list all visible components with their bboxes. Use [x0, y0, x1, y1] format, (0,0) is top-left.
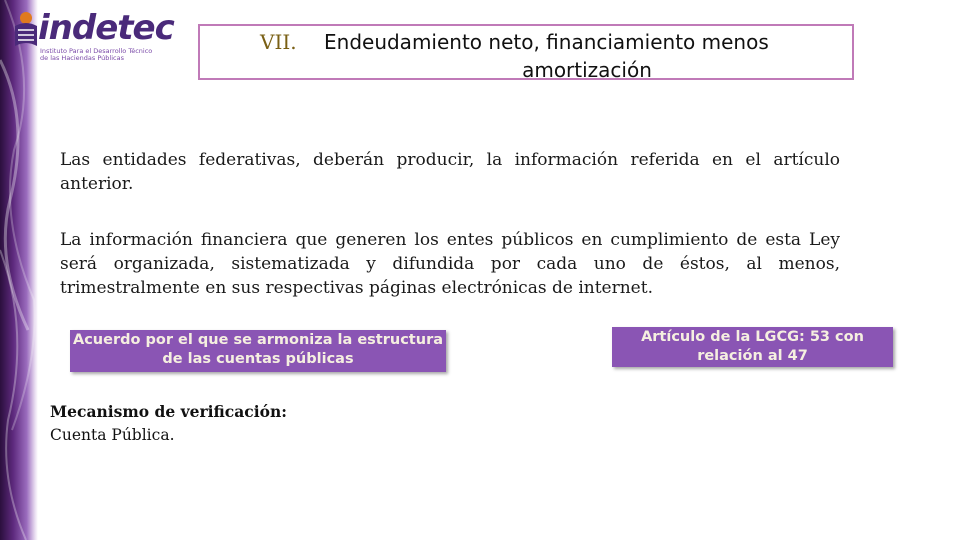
- logo-wordmark: indetec: [38, 8, 174, 48]
- acuerdo-button[interactable]: Acuerdo por el que se armoniza la estructura de las cuentas públicas: [70, 330, 446, 372]
- paragraph-informacion-financiera: La información financiera que generen los entes públicos en cumplimiento de esta Ley será organizada, sistematizada y difundida por cada uno de éstos, al menos, trimestralmente en sus respectivas páginas electrónicas de internet.: [60, 230, 840, 298]
- section-number: VII.: [260, 30, 297, 54]
- slide-title-box: [198, 24, 854, 80]
- side-decoration-bar: [0, 0, 38, 540]
- mechanism-value: Cuenta Pública.: [50, 426, 175, 444]
- logo-subtitle: Instituto Para el Desarrollo Técnico de las Haciendas Públicas: [40, 47, 153, 62]
- paragraph-entidades: Las entidades federativas, deberán producir, la información referida en el artículo anterior.: [60, 150, 840, 194]
- slide-title-line2: amortización: [522, 58, 652, 82]
- slide-title-line1: Endeudamiento neto, financiamiento menos: [324, 30, 769, 54]
- mechanism-title: Mecanismo de verificación:: [50, 402, 287, 421]
- side-swirl-graphic: [0, 0, 38, 540]
- articulo-lgcg-button[interactable]: Artículo de la LGCG: 53 con relación al 47: [612, 327, 893, 367]
- indetec-logo: [12, 8, 184, 70]
